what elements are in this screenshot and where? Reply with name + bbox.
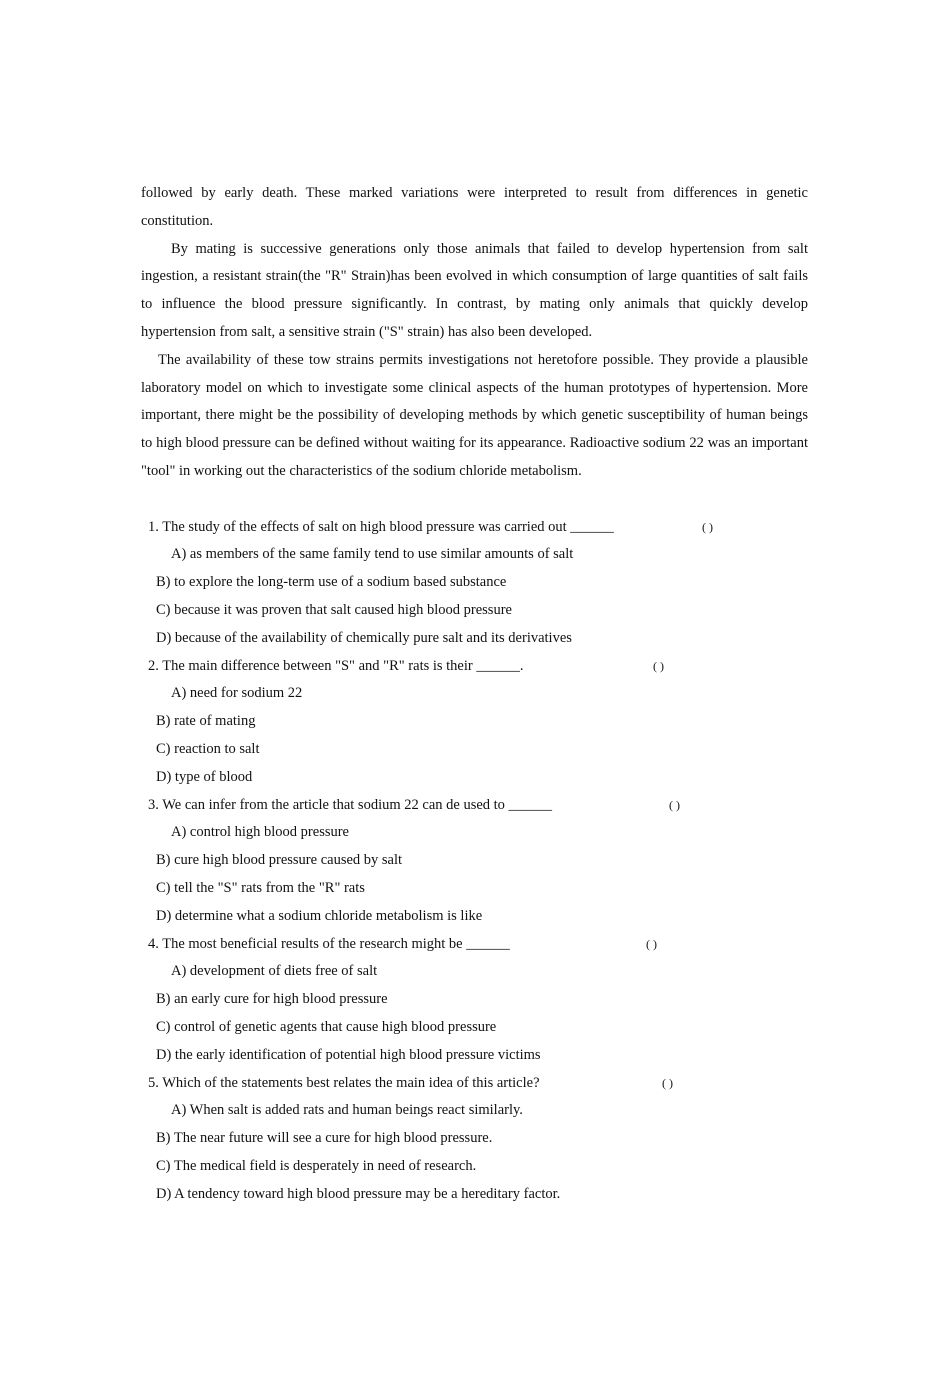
question-stem: [141, 653, 808, 681]
question-5: [141, 1070, 808, 1209]
question-stem-text: 4. The most beneficial results of the research might be ______: [148, 935, 510, 952]
option-d: D) the early identification of potential high blood pressure victims: [156, 1046, 541, 1063]
option-d: D) type of blood: [156, 768, 253, 785]
option-b: B) rate of mating: [156, 713, 256, 730]
option-b: B) cure high blood pressure caused by salt: [156, 852, 403, 869]
option-b: B) The near future will see a cure for high blood pressure.: [156, 1130, 493, 1147]
option-b: B) an early cure for high blood pressure: [156, 991, 388, 1008]
question-stem: [141, 514, 808, 542]
question-stem: [141, 1070, 808, 1098]
option-a: A) need for sodium 22: [171, 685, 303, 702]
option-a: A) development of diets free of salt: [171, 963, 378, 980]
answer-blank[interactable]: ( ): [646, 936, 657, 951]
reading-passage: [141, 180, 808, 486]
option-c: C) The medical field is desperately in need of research.: [156, 1157, 477, 1174]
answer-blank[interactable]: ( ): [702, 519, 713, 534]
passage-paragraph-2: By mating is successive generations only those animals that failed to develop hypertension from salt ingestion, a resistant strain(the "R" Strain)has been evolved in which consumption of large quantities of salt fails to influence the blood pressure significantly. In contrast, by mating only animals that quickly develop hypertension from salt, a sensitive strain ("S" strain) has also been developed.: [141, 240, 808, 340]
question-2: [141, 653, 808, 792]
option-a: A) When salt is added rats and human beings react similarly.: [171, 1102, 523, 1119]
option-d: D) because of the availability of chemically pure salt and its derivatives: [156, 629, 572, 646]
passage-paragraph-1: followed by early death. These marked variations were interpreted to result from differences in genetic constitution.: [141, 185, 808, 229]
option-c: C) tell the "S" rats from the "R" rats: [156, 879, 365, 896]
document-page: [141, 180, 808, 1208]
option-d: D) A tendency toward high blood pressure may be a hereditary factor.: [156, 1185, 561, 1202]
option-c: C) because it was proven that salt caused high blood pressure: [156, 601, 512, 618]
answer-blank[interactable]: ( ): [669, 797, 680, 812]
question-1: [141, 514, 808, 653]
option-c: C) reaction to salt: [156, 740, 260, 757]
question-stem-text: 2. The main difference between "S" and "R" rats is their ______.: [148, 657, 524, 674]
question-stem-text: 1. The study of the effects of salt on high blood pressure was carried out ______: [148, 518, 614, 535]
passage-paragraph-3: The availability of these tow strains permits investigations not heretofore possible. They provide a plausible laboratory model on which to investigate some clinical aspects of the human prototypes of hypertension. More important, there might be the possibility of developing methods by which genetic susceptibility of human beings to high blood pressure can be defined without waiting for its appearance. Radioactive sodium 22 was an important "tool" in working out the characteristics of the sodium chloride metabolism.: [141, 351, 808, 479]
answer-blank[interactable]: ( ): [662, 1075, 673, 1090]
option-d: D) determine what a sodium chloride metabolism is like: [156, 907, 483, 924]
question-stem-text: 3. We can infer from the article that sodium 22 can de used to ______: [148, 796, 553, 813]
option-b: B) to explore the long-term use of a sodium based substance: [156, 574, 507, 591]
option-c: C) control of genetic agents that cause high blood pressure: [156, 1018, 497, 1035]
question-stem-text: 5. Which of the statements best relates the main idea of this article?: [148, 1074, 540, 1091]
option-a: A) as members of the same family tend to use similar amounts of salt: [171, 546, 574, 563]
question-3: [141, 792, 808, 931]
option-a: A) control high blood pressure: [171, 824, 349, 841]
question-stem: [141, 931, 808, 959]
question-4: [141, 931, 808, 1070]
question-stem: [141, 792, 808, 820]
answer-blank[interactable]: ( ): [653, 658, 664, 673]
question-list: [141, 514, 808, 1209]
